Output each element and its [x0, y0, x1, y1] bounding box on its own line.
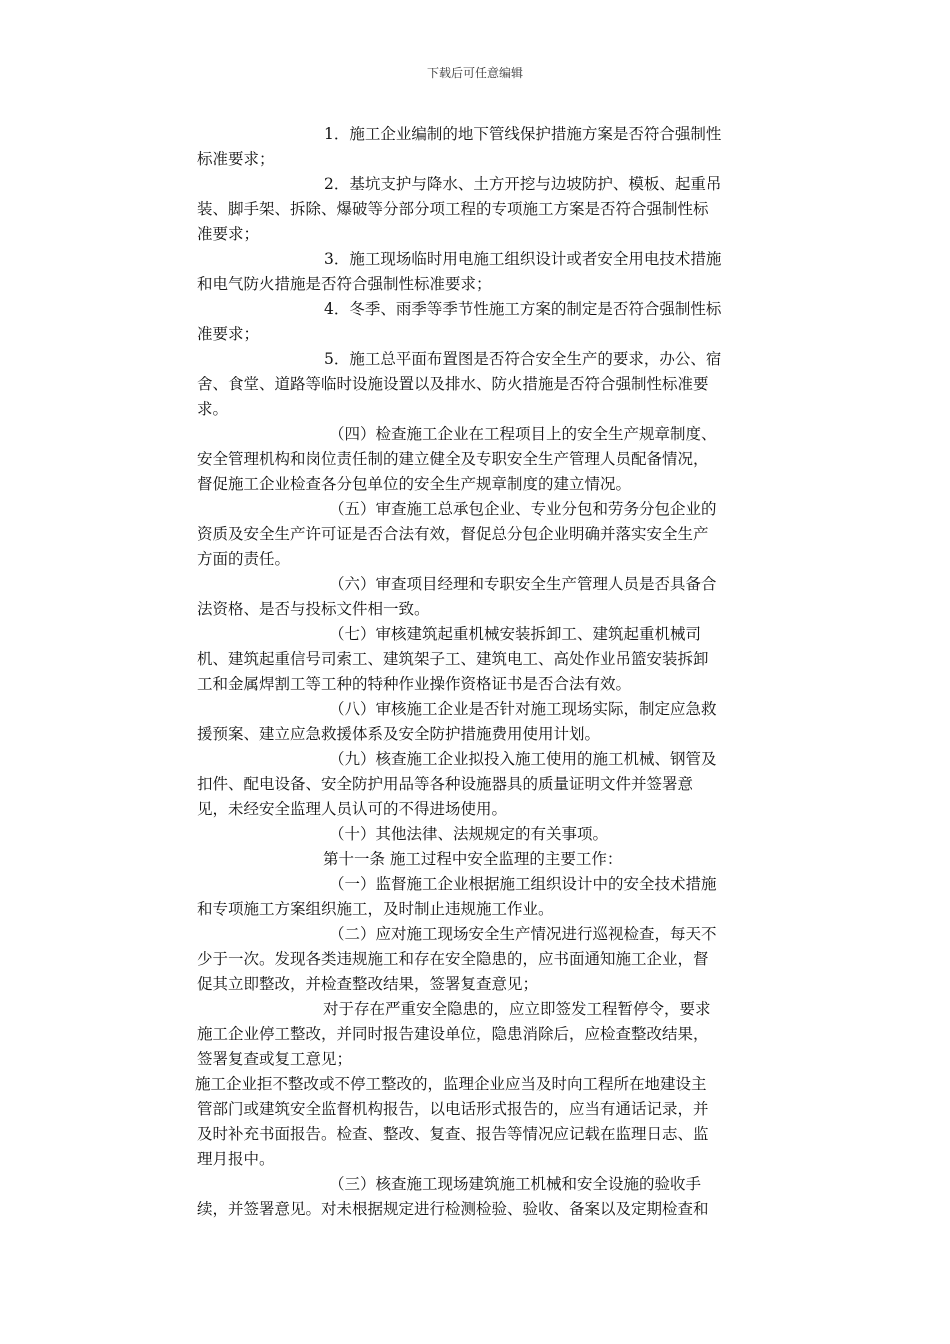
text-line: 促其立即整改，并检查整改结果，签署复查意见； [197, 975, 539, 993]
text-line: 2．基坑支护与降水、土方开挖与边坡防护、模板、起重吊 [324, 175, 722, 193]
text-line: 舍、食堂、道路等临时设施设置以及排水、防火措施是否符合强制性标准要 [197, 375, 709, 393]
text-line: 理月报中。 [197, 1150, 275, 1168]
page-header: 下载后可任意编辑 [426, 66, 523, 80]
text-line: 资质及安全生产许可证是否合法有效，督促总分包企业明确并落实安全生产 [197, 525, 709, 543]
text-line: 对于存在严重安全隐患的，应立即签发工程暂停令，要求 [323, 1000, 711, 1018]
document-body [197, 122, 753, 1222]
text-line: 工和金属焊割工等工种的特种作业操作资格证书是否合法有效。 [197, 675, 632, 693]
text-line: （八）审核施工企业是否针对施工现场实际，制定应急救 [329, 700, 717, 718]
text-line: 装、脚手架、拆除、爆破等分部分项工程的专项施工方案是否符合强制性标 [197, 200, 709, 218]
text-line: （六）审查项目经理和专职安全生产管理人员是否具备合 [329, 575, 717, 593]
text-line: （四）检查施工企业在工程项目上的安全生产规章制度、 [329, 425, 717, 443]
text-line: （五）审查施工总承包企业、专业分包和劳务分包企业的 [329, 500, 717, 518]
text-line: 见，未经安全监理人员认可的不得进场使用。 [197, 800, 508, 818]
text-line: 准要求； [197, 225, 260, 243]
text-line: 第十一条 施工过程中安全监理的主要工作： [323, 850, 623, 868]
text-line: 求。 [197, 400, 229, 418]
text-line: 扣件、配电设备、安全防护用品等各种设施器具的质量证明文件并签署意 [197, 775, 694, 793]
text-line: 方面的责任。 [197, 550, 291, 568]
text-line: 施工企业拒不整改或不停工整改的，监理企业应当及时向工程所在地建设主 [195, 1075, 707, 1093]
text-line: 安全管理机构和岗位责任制的建立健全及专职安全生产管理人员配备情况， [197, 450, 709, 468]
text-line: 施工企业停工整改，并同时报告建设单位，隐患消除后，应检查整改结果， [197, 1025, 709, 1043]
text-line: 准要求； [197, 325, 260, 343]
text-line: 少于一次。发现各类违规施工和存在安全隐患的，应书面通知施工企业，督 [197, 950, 709, 968]
text-line: 法资格、是否与投标文件相一致。 [197, 600, 430, 618]
text-line: 5．施工总平面布置图是否符合安全生产的要求，办公、宿 [324, 350, 722, 368]
text-line: 及时补充书面报告。检查、整改、复查、报告等情况应记载在监理日志、监 [197, 1125, 709, 1143]
text-line: 和电气防火措施是否符合强制性标准要求； [197, 275, 492, 293]
text-line: （二）应对施工现场安全生产情况进行巡视检查，每天不 [329, 925, 717, 943]
text-line: 援预案、建立应急救援体系及安全防护措施费用使用计划。 [197, 725, 601, 743]
text-line: 1．施工企业编制的地下管线保护措施方案是否符合强制性 [324, 125, 722, 143]
text-line: 签署复查或复工意见； [197, 1050, 353, 1068]
text-line: （七）审核建筑起重机械安装拆卸工、建筑起重机械司 [329, 625, 702, 643]
text-line: （十）其他法律、法规规定的有关事项。 [329, 825, 609, 843]
text-line: 4．冬季、雨季等季节性施工方案的制定是否符合强制性标 [324, 300, 722, 318]
text-line: 督促施工企业检查各分包单位的安全生产规章制度的建立情况。 [197, 475, 632, 493]
text-line: 续，并签署意见。对未根据规定进行检测检验、验收、备案以及定期检查和 [197, 1200, 709, 1218]
text-line: （三）核查施工现场建筑施工机械和安全设施的验收手 [329, 1175, 702, 1193]
text-line: 和专项施工方案组织施工，及时制止违规施工作业。 [197, 900, 554, 918]
text-line: 机、建筑起重信号司索工、建筑架子工、建筑电工、高处作业吊篮安装拆卸 [197, 650, 709, 668]
text-line: 标准要求； [197, 150, 275, 168]
text-line: 3．施工现场临时用电施工组织设计或者安全用电技术措施 [324, 250, 722, 268]
text-line: 管部门或建筑安全监督机构报告，以电话形式报告的，应当有通话记录，并 [197, 1100, 709, 1118]
text-line: （九）核查施工企业拟投入施工使用的施工机械、钢管及 [329, 750, 717, 768]
text-line: （一）监督施工企业根据施工组织设计中的安全技术措施 [329, 875, 717, 893]
